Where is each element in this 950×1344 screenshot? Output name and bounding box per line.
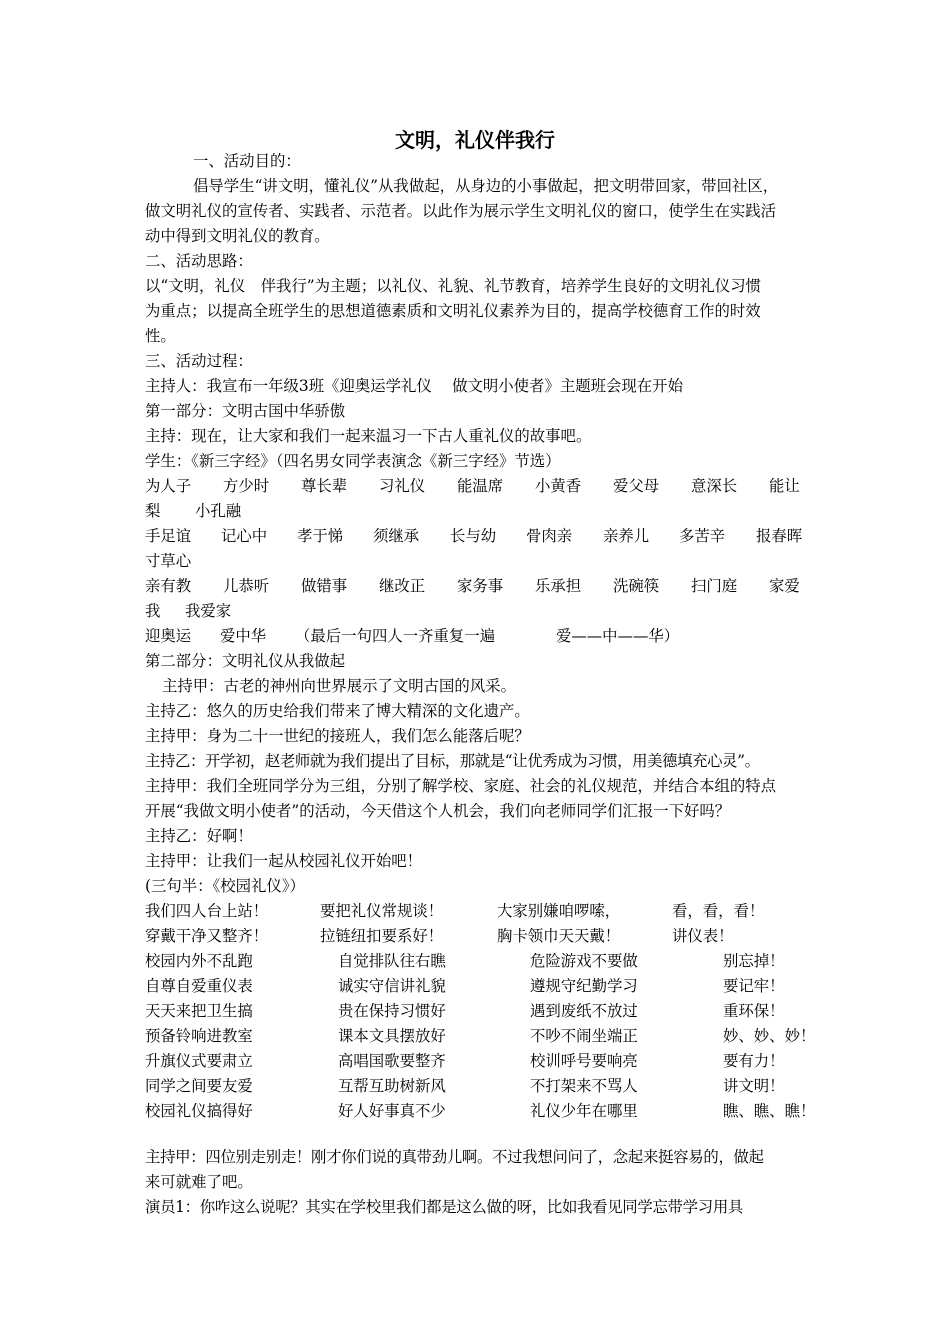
poem-row — [145, 1099, 825, 1124]
poem-phrase: 贵在保持习惯好 — [338, 1002, 446, 1020]
poem-row — [145, 974, 825, 999]
verse-phrase: 儿恭听 — [223, 577, 270, 595]
verse-phrase: 扫门庭 — [691, 577, 738, 595]
heading-part-one: 第一部分：文明古国中华骄傲 — [145, 402, 346, 420]
sanzijing-row — [145, 574, 825, 599]
poem-phrase: 自觉排队往右瞧 — [338, 952, 446, 970]
verse-phrase: 继改正 — [379, 577, 426, 595]
poem-phrase: 胸卡领巾天天戴！ — [497, 927, 621, 945]
poem-phrase: 好人好事真不少 — [338, 1102, 446, 1120]
sanzijing-row — [145, 599, 825, 624]
poem-phrase: 讲仪表！ — [672, 927, 734, 945]
sanzijing-row — [145, 524, 825, 549]
verse-phrase: 孝于悌 — [297, 527, 344, 545]
poem-phrase: 预备铃响进教室 — [145, 1027, 253, 1045]
poem-phrase: 要有力！ — [723, 1052, 785, 1070]
verse-phrase: 骨肉亲 — [526, 527, 573, 545]
poem-phrase: 同学之间要友爱 — [145, 1077, 253, 1095]
dialogue-line: 开展“我做文明小使者”的活动，今天借这个人机会，我们向老师同学们汇报一下好吗？ — [145, 802, 731, 820]
heading-part-two: 第二部分：文明礼仪从我做起 — [145, 652, 346, 670]
verse-phrase: 习礼仪 — [379, 477, 426, 495]
verse-phrase: 寸草心 — [145, 552, 192, 570]
verse-phrase: 亲有教 — [145, 577, 192, 595]
verse-phrase: 爱——中——华） — [556, 627, 680, 645]
verse-phrase: 小黄香 — [535, 477, 582, 495]
sanzijing-row — [145, 499, 825, 524]
heading-activity-process: 三、活动过程： — [145, 352, 253, 370]
verse-phrase: 方少时 — [223, 477, 270, 495]
verse-phrase: 尊长辈 — [301, 477, 348, 495]
poem-phrase: 要记牢！ — [723, 977, 785, 995]
dialogue-line: 主持甲：我们全班同学分为三组，分别了解学校、家庭、社会的礼仪规范，并结合本组的特点 — [145, 777, 777, 795]
poem-row — [145, 999, 825, 1024]
poem-phrase: 课本文具摆放好 — [338, 1027, 446, 1045]
document-title: 文明，礼仪伴我行 — [395, 128, 555, 152]
paragraph-line: 主持人：我宣布一年级3班《迎奥运学礼仪 做文明小使者》主题班会现在开始 — [145, 377, 683, 395]
verse-phrase: 乐承担 — [535, 577, 582, 595]
verse-phrase: 我爱家 — [185, 602, 232, 620]
sanzijing-row — [145, 549, 825, 574]
poem-phrase: 瞧、瞧、瞧！ — [723, 1102, 816, 1120]
poem-row — [145, 1024, 825, 1049]
poem-phrase: 遇到废纸不放过 — [530, 1002, 638, 1020]
poem-phrase: 我们四人台上站！ — [145, 902, 269, 920]
verse-phrase: 家爱 — [769, 577, 800, 595]
verse-phrase: 爱父母 — [613, 477, 660, 495]
verse-phrase: 意深长 — [691, 477, 738, 495]
verse-phrase: 长与幼 — [450, 527, 497, 545]
heading-activity-idea: 二、活动思路： — [145, 252, 253, 270]
poem-phrase: 不吵不闹坐端正 — [530, 1027, 638, 1045]
poem-phrase: 诚实守信讲礼貌 — [338, 977, 446, 995]
dialogue-line: 演员1：你咋这么说呢？其实在学校里我们都是这么做的呀，比如我看见同学忘带学习用具 — [145, 1198, 744, 1216]
verse-phrase: 家务事 — [457, 577, 504, 595]
poem-phrase: 校园礼仪搞得好 — [145, 1102, 253, 1120]
poem-phrase: 穿戴干净又整齐！ — [145, 927, 269, 945]
poem-phrase: 互帮互助树新风 — [338, 1077, 446, 1095]
paragraph-line: 动中得到文明礼仪的教育。 — [145, 227, 330, 245]
paragraph-line: 倡导学生“讲文明，懂礼仪”从我做起，从身边的小事做起，把文明带回家，带回社区， — [193, 177, 779, 195]
paragraph-line: 主持：现在，让大家和我们一起来温习一下古人重礼仪的故事吧。 — [145, 427, 592, 445]
verse-phrase: 亲养儿 — [603, 527, 650, 545]
dialogue-line: 主持乙：好啊！ — [145, 827, 253, 845]
poem-phrase: 不打架来不骂人 — [530, 1077, 638, 1095]
poem-phrase: 高唱国歌要整齐 — [338, 1052, 446, 1070]
verse-phrase: 迎奥运 — [145, 627, 192, 645]
poem-phrase: 校园内外不乱跑 — [145, 952, 253, 970]
poem-row — [145, 899, 825, 924]
dialogue-line: 主持甲：四位别走别走！刚才你们说的真带劲儿啊。不过我想问问了，念起来挺容易的，做起 — [145, 1148, 764, 1166]
poem-phrase: 别忘掉！ — [723, 952, 785, 970]
poem-phrase: 遵规守纪勤学习 — [530, 977, 638, 995]
paragraph-line: 学生：《新三字经》（四名男女同学表演念《新三字经》节选） — [145, 452, 561, 470]
poem-row — [145, 1049, 825, 1074]
dialogue-line: 主持甲：古老的神州向世界展示了文明古国的风采。 — [162, 677, 516, 695]
poem-phrase: 升旗仪式要肃立 — [145, 1052, 253, 1070]
poem-row — [145, 1074, 825, 1099]
verse-phrase: 手足谊 — [145, 527, 192, 545]
verse-phrase: 爱中华 — [220, 627, 267, 645]
poem-phrase: 要把礼仪常规谈！ — [320, 902, 444, 920]
paragraph-line: 以“文明，礼仪 伴我行”为主题；以礼仪、礼貌、礼节教育，培养学生良好的文明礼仪习惯 — [145, 277, 761, 295]
verse-phrase: 记心中 — [221, 527, 268, 545]
verse-phrase: 报春晖 — [756, 527, 803, 545]
heading-activity-purpose: 一、活动目的： — [193, 152, 301, 170]
dialogue-line: 主持乙：悠久的历史给我们带来了博大精深的文化遗产。 — [145, 702, 530, 720]
paragraph-line: 性。 — [145, 327, 176, 345]
verse-phrase: （最后一句四人一齐重复一遍 — [295, 627, 496, 645]
dialogue-line: 来可就难了吧。 — [145, 1173, 253, 1191]
poem-phrase: 看，看，看！ — [672, 902, 765, 920]
poem-phrase: 自尊自爱重仪表 — [145, 977, 253, 995]
poem-row — [145, 924, 825, 949]
poem-phrase: 重环保！ — [723, 1002, 785, 1020]
dialogue-line: 主持甲：身为二十一世纪的接班人，我们怎么能落后呢？ — [145, 727, 530, 745]
verse-phrase: 做错事 — [301, 577, 348, 595]
verse-phrase: 我 — [145, 602, 161, 620]
poem-row — [145, 949, 825, 974]
verse-phrase: 多苦辛 — [679, 527, 726, 545]
dialogue-line: 主持乙：开学初，赵老师就为我们提出了目标，那就是“让优秀成为习惯，用美德填充心灵”。 — [145, 752, 760, 770]
poem-phrase: 大家别嫌咱啰嗦， — [497, 902, 621, 920]
poem-phrase: 礼仪少年在哪里 — [530, 1102, 638, 1120]
verse-phrase: 小孔融 — [195, 502, 242, 520]
paragraph-line: 为重点；以提高全班学生的思想道德素质和文明礼仪素养为目的，提高学校德育工作的时效 — [145, 302, 761, 320]
verse-phrase: 须继承 — [373, 527, 420, 545]
verse-phrase: 能温席 — [457, 477, 504, 495]
section-label: (三句半：《校园礼仪》） — [145, 877, 305, 895]
sanzijing-row — [145, 624, 825, 649]
verse-phrase: 洗碗筷 — [613, 577, 660, 595]
sanzijing-row — [145, 474, 825, 499]
paragraph-line: 做文明礼仪的宣传者、实践者、示范者。以此作为展示学生文明礼仪的窗口，使学生在实践活 — [145, 202, 777, 220]
verse-phrase: 为人子 — [145, 477, 192, 495]
verse-phrase: 能让 — [769, 477, 800, 495]
verse-phrase: 梨 — [145, 502, 161, 520]
poem-phrase: 危险游戏不要做 — [530, 952, 638, 970]
dialogue-line: 主持甲：让我们一起从校园礼仪开始吧！ — [145, 852, 423, 870]
poem-phrase: 妙、妙、妙！ — [723, 1027, 816, 1045]
poem-phrase: 校训呼号要响亮 — [530, 1052, 638, 1070]
poem-phrase: 天天来把卫生搞 — [145, 1002, 253, 1020]
poem-phrase: 拉链纽扣要系好！ — [320, 927, 444, 945]
poem-phrase: 讲文明！ — [723, 1077, 785, 1095]
